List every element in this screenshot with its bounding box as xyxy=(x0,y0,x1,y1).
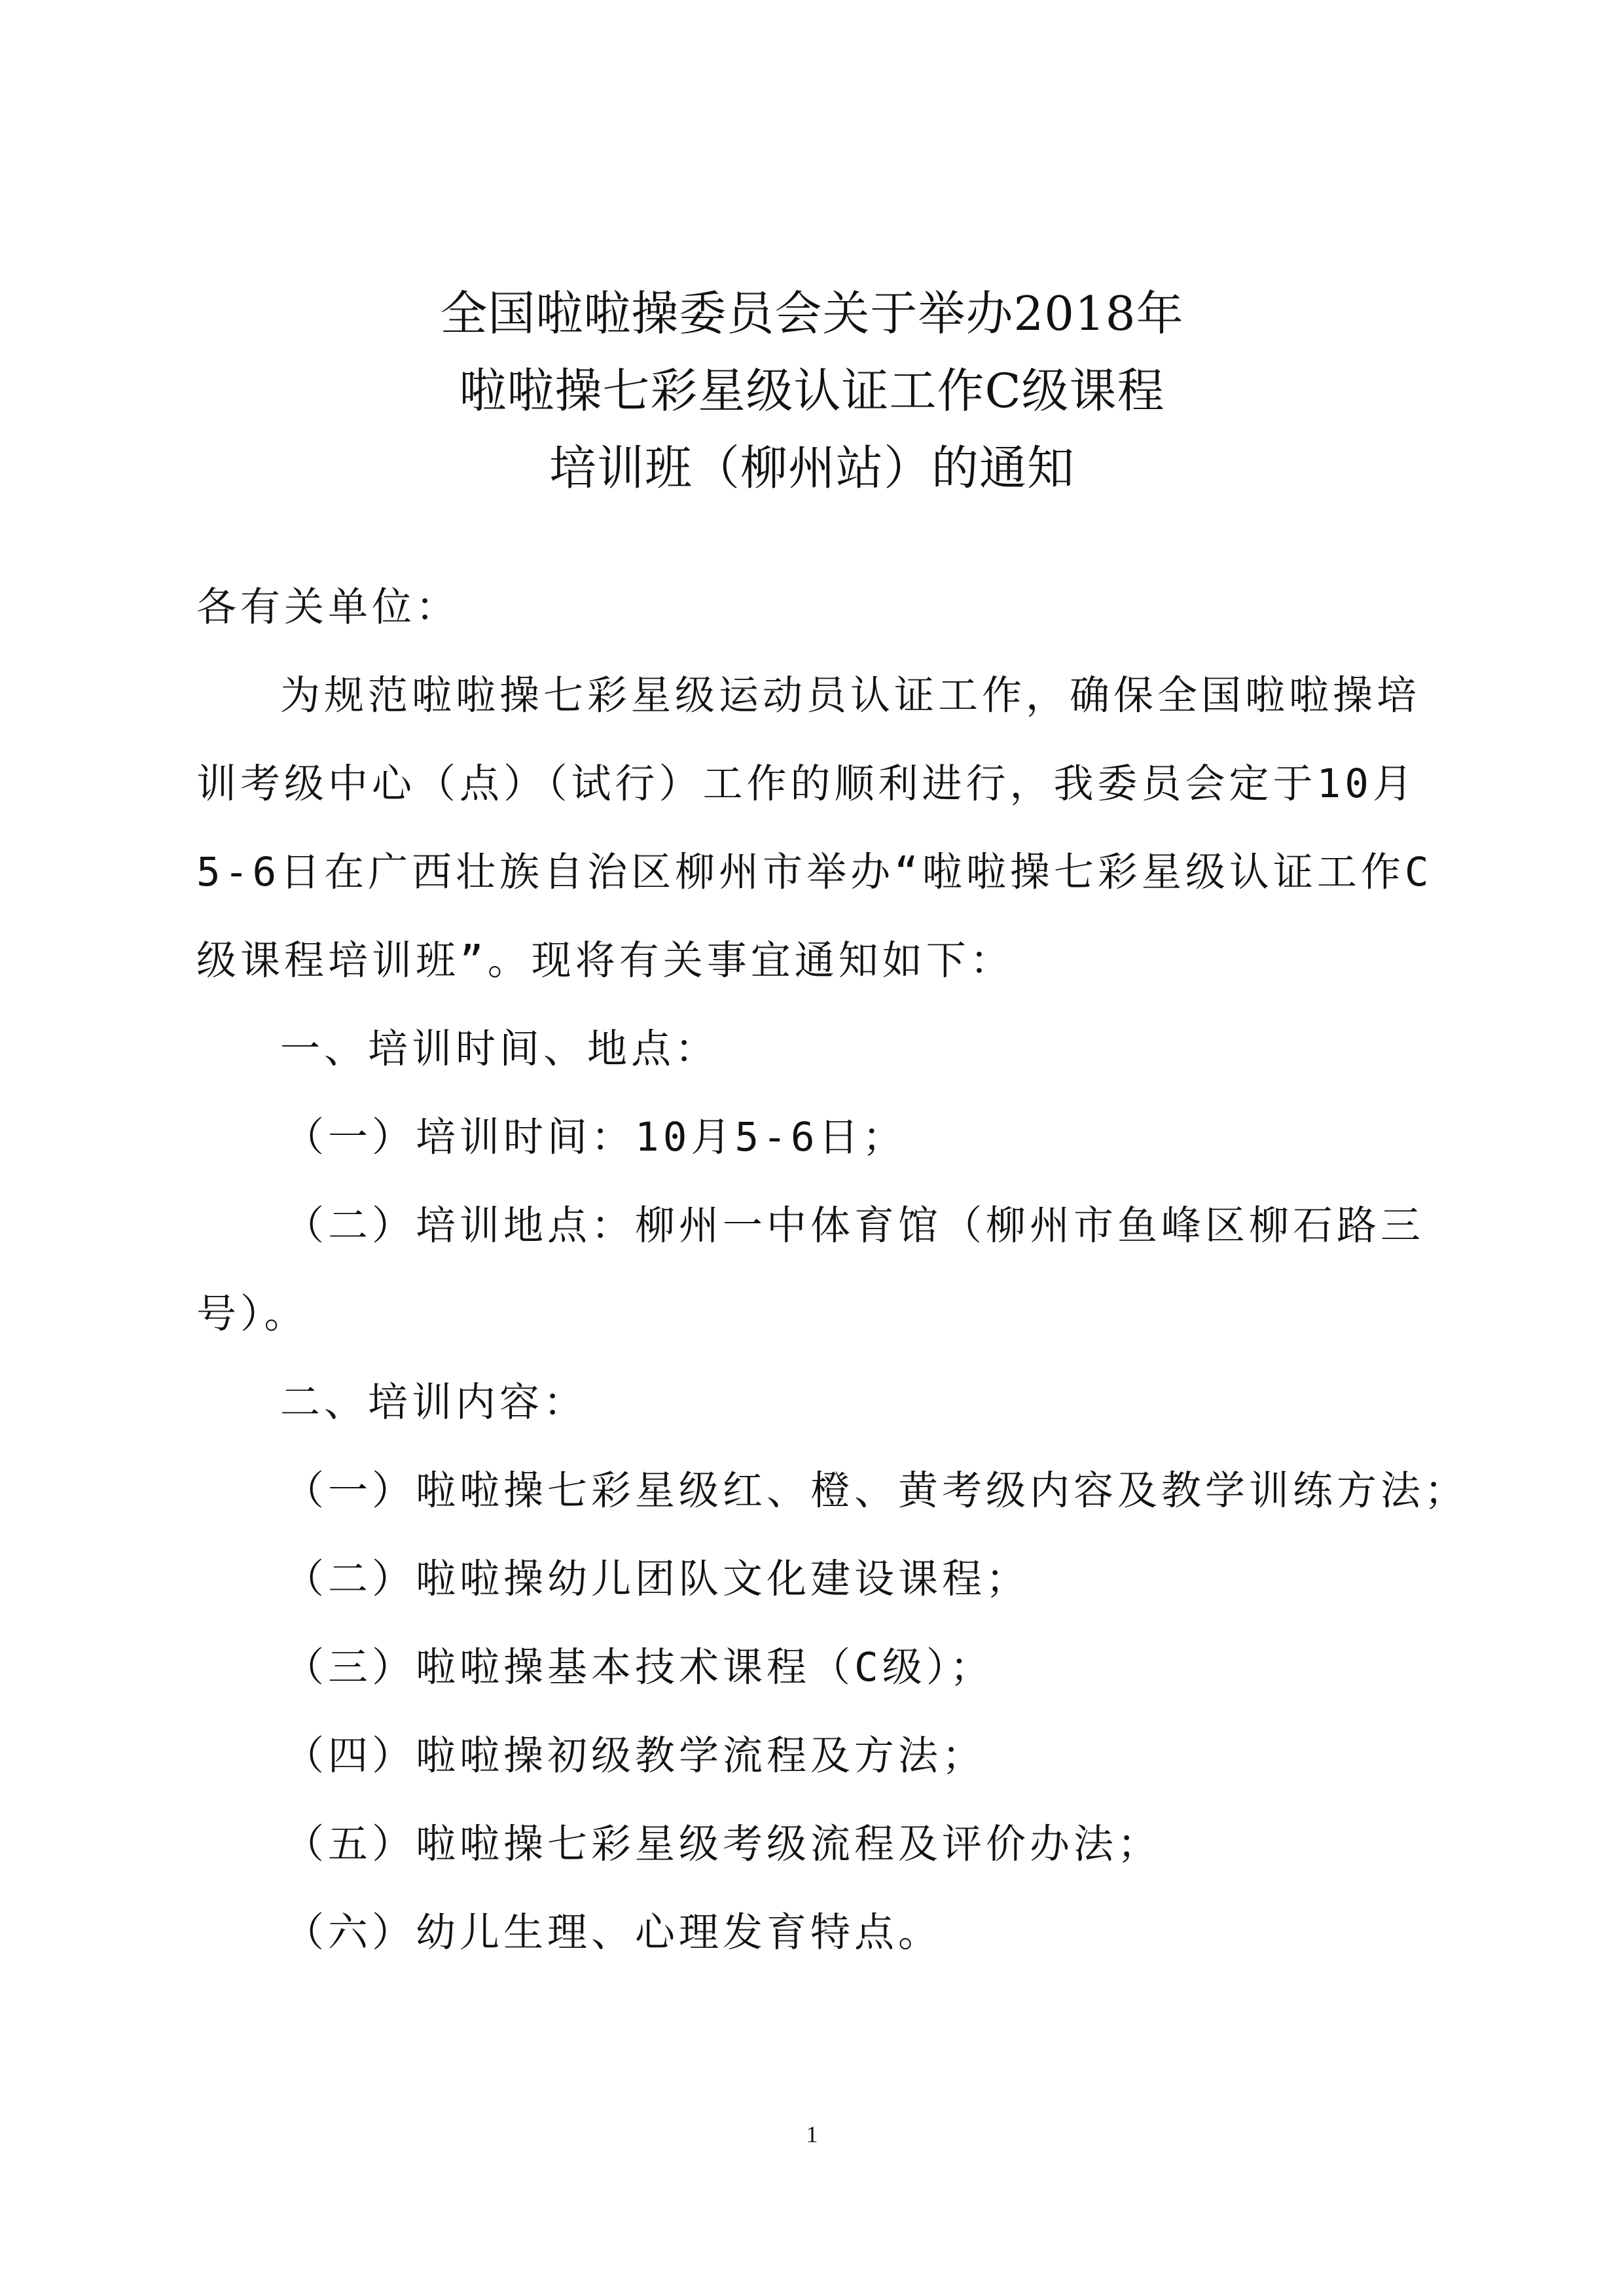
section-2-item-6: （六）幼儿生理、心理发育特点。 xyxy=(284,1909,943,1956)
section-2-item-1: （一）啦啦操七彩星级红、橙、黄考级内容及教学训练方法； xyxy=(284,1467,1469,1514)
section-2-item-4: （四）啦啦操初级教学流程及方法； xyxy=(284,1732,986,1779)
intro-line-3: 5-6日在广西壮族自治区柳州市举办“啦啦操七彩星级认证工作C xyxy=(196,849,1433,895)
intro-line-1: 为规范啦啦操七彩星级运动员认证工作，确保全国啦啦操培 xyxy=(280,672,1421,719)
section-2-item-3: （三）啦啦操基本技术课程（C级）； xyxy=(284,1644,994,1691)
title-line-2: 啦啦操七彩星级认证工作C级课程 xyxy=(459,363,1165,418)
section-2-heading: 二、培训内容： xyxy=(280,1379,588,1426)
section-1-heading: 一、培训时间、地点： xyxy=(280,1026,719,1072)
document-body xyxy=(196,563,1469,1977)
title-line-3: 培训班（柳州站）的通知 xyxy=(549,440,1075,495)
salutation: 各有关单位： xyxy=(196,584,460,630)
section-2-item-2: （二）啦啦操幼儿团队文化建设课程； xyxy=(284,1556,1030,1602)
document-title xyxy=(0,275,1624,507)
page-number: 1 xyxy=(806,2121,818,2147)
section-1-item-2-line-2: 号）。 xyxy=(196,1291,308,1337)
intro-line-2: 训考级中心（点）（试行）工作的顺利进行，我委员会定于10月 xyxy=(196,761,1416,807)
intro-line-4: 级课程培训班”。现将有关事宜通知如下： xyxy=(196,937,1014,984)
section-1-item-1: （一）培训时间：10月5-6日； xyxy=(284,1114,907,1160)
section-1-item-2-line-1: （二）培训地点：柳州一中体育馆（柳州市鱼峰区柳石路三 xyxy=(284,1202,1425,1249)
title-line-1: 全国啦啦操委员会关于举办2018年 xyxy=(440,286,1184,341)
section-2-item-5: （五）啦啦操七彩星级考级流程及评价办法； xyxy=(284,1821,1162,1867)
